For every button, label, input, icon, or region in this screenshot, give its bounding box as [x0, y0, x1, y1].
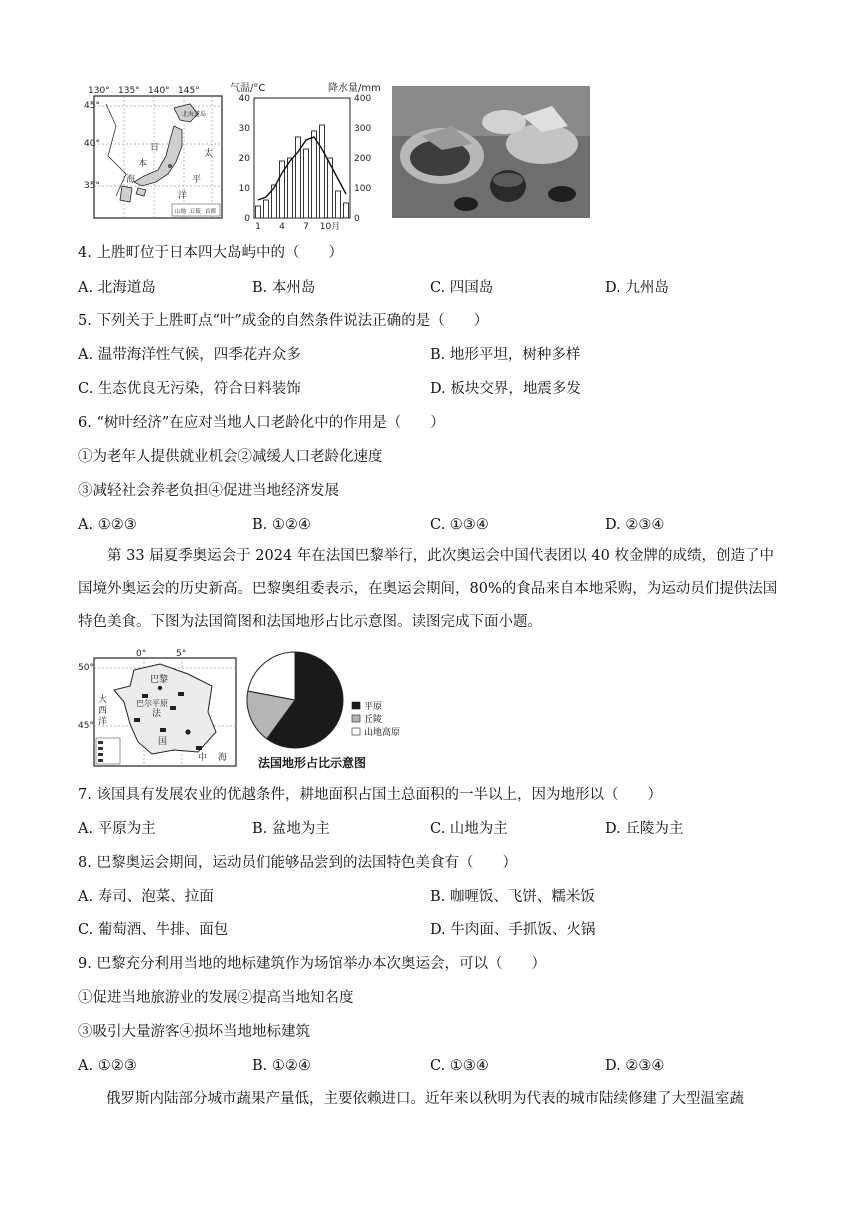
precip-bar — [256, 206, 261, 218]
temp-tick-label: 30 — [238, 124, 250, 134]
q6-statements-2: ③减轻社会养老负担④促进当地经济发展 — [78, 483, 339, 499]
legend-label-hill: 丘陵 — [364, 715, 383, 725]
q9-option-d[interactable]: D. ②③④ — [605, 1058, 665, 1074]
japan-legend: 山地 — [175, 209, 187, 215]
france-map — [78, 650, 240, 770]
japan-lon-tick: 140° — [148, 86, 170, 96]
france-label: 国 — [158, 737, 168, 747]
japan-label: 海 — [126, 175, 136, 185]
legend-swatch-hill — [352, 715, 360, 722]
japan-label: 洋 — [178, 191, 188, 201]
japan-lon-tick: 135° — [118, 86, 140, 96]
q7-option-b[interactable]: B. 盆地为主 — [252, 821, 330, 837]
terrain-pie-chart — [240, 650, 420, 750]
q4-stem: 4. 上胜町位于日本四大岛屿中的（ ） — [78, 245, 343, 261]
q4-option-a[interactable]: A. 北海道岛 — [78, 280, 156, 296]
france-lat-tick: 50° — [78, 663, 94, 673]
q5-option-c[interactable]: C. 生态优良无污染，符合日料装饰 — [78, 381, 301, 397]
climate-chart — [228, 80, 388, 230]
japan-lon-tick: 145° — [178, 86, 200, 96]
month-tick-label: 10月 — [319, 222, 341, 232]
precip-bar — [344, 203, 349, 218]
q8-option-b[interactable]: B. 咖喱饭、飞饼、糯米饭 — [430, 889, 595, 905]
q6-option-a[interactable]: A. ①②③ — [78, 517, 137, 533]
japan-lat-tick: 40° — [84, 139, 100, 149]
france-lon-tick: 5° — [176, 649, 187, 659]
month-tick-label: 4 — [279, 222, 285, 232]
japan-map — [86, 86, 228, 222]
japan-lat-tick: 35° — [84, 181, 100, 191]
q5-option-a[interactable]: A. 温带海洋性气候，四季花卉众多 — [78, 347, 301, 363]
france-label: 洋 — [98, 717, 108, 727]
france-lon-tick: 0° — [136, 649, 147, 659]
japan-label: 日 — [150, 143, 160, 153]
france-label: 巴黎 — [150, 675, 169, 685]
legend-label-mountain: 山地高原 — [364, 728, 401, 738]
precip-tick-label: 200 — [354, 154, 372, 164]
japan-label: 平 — [192, 175, 202, 185]
q5-stem: 5. 下列关于上胜町点“叶”成金的自然条件说法正确的是（ ） — [78, 313, 489, 329]
q6-option-d[interactable]: D. ②③④ — [605, 517, 665, 533]
temp-axis-label: 气温/°C — [230, 83, 266, 94]
q8-option-d[interactable]: D. 牛肉面、手抓饭、火锅 — [430, 922, 596, 938]
precip-bar — [288, 158, 293, 218]
precip-axis-label: 降水量/mm — [328, 83, 381, 94]
temp-tick-label: 0 — [244, 214, 250, 224]
pie-legend — [352, 701, 400, 738]
precip-bar — [312, 131, 317, 218]
q5-option-b[interactable]: B. 地形平坦，树种多样 — [430, 347, 581, 363]
q9-statements-1: ①促进当地旅游业的发展②提高当地知名度 — [78, 990, 354, 1006]
france-lat-tick: 45° — [78, 721, 94, 731]
food-photo — [392, 86, 590, 218]
france-label: 中 — [198, 753, 208, 763]
month-tick-label: 7 — [303, 222, 309, 232]
q6-stem: 6. “树叶经济”在应对当地人口老龄化中的作用是（ ） — [78, 415, 445, 431]
japan-label: 太 — [204, 149, 214, 159]
pie-title: 法国地形占比示意图 — [258, 756, 367, 770]
precip-bar — [264, 200, 269, 218]
q9-option-a[interactable]: A. ①②③ — [78, 1058, 137, 1074]
france-label: 巴尔平原 — [136, 699, 168, 708]
q5-option-d[interactable]: D. 板块交界，地震多发 — [430, 381, 581, 397]
passage-paris-olympics: 第 33 届夏季奥运会于 2024 年在法国巴黎举行，此次奥运会中国代表团以 40 枚金牌的成绩，创造了中国境外奥运会的历史新高。巴黎奥组委表示，在奥运会期间，80%的食品来自本地采购，为运动员们提供法国特色美食。下图为法国简图和法国地形占比示意图。读图完成下面小题。 — [78, 548, 778, 630]
q7-option-d[interactable]: D. 丘陵为主 — [605, 821, 684, 837]
france-label: 西 — [98, 706, 108, 716]
q9-option-c[interactable]: C. ①③④ — [430, 1058, 489, 1074]
japan-lon-tick: 130° — [88, 86, 110, 96]
precip-tick-label: 400 — [354, 94, 372, 104]
precip-tick-label: 0 — [354, 214, 360, 224]
q9-stem: 9. 巴黎充分利用当地的地标建筑作为场馆举办本次奥运会，可以（ ） — [78, 956, 546, 972]
temp-tick-label: 40 — [238, 94, 250, 104]
precip-bar — [304, 149, 309, 218]
japan-label: 本 — [138, 159, 148, 169]
q7-option-a[interactable]: A. 平原为主 — [78, 821, 156, 837]
france-label: 法 — [152, 709, 162, 719]
legend-swatch-mountain — [352, 728, 360, 735]
q4-option-b[interactable]: B. 本州岛 — [252, 280, 316, 296]
passage-russia: 俄罗斯内陆部分城市蔬果产量低，主要依赖进口。近年来以秋明为代表的城市陆续修建了大型温室蔬 — [106, 1091, 744, 1107]
q7-option-c[interactable]: C. 山地为主 — [430, 821, 508, 837]
q4-option-c[interactable]: C. 四国岛 — [430, 280, 494, 296]
q6-option-c[interactable]: C. ①③④ — [430, 517, 489, 533]
temp-tick-label: 10 — [238, 184, 250, 194]
precip-tick-label: 100 — [354, 184, 372, 194]
japan-label: 北海道岛 — [182, 111, 207, 118]
q6-option-b[interactable]: B. ①②④ — [252, 517, 311, 533]
pie-slice-2 — [248, 652, 295, 700]
france-label: 海 — [218, 753, 228, 763]
q9-statements-2: ③吸引大量游客④损坏当地地标建筑 — [78, 1024, 310, 1040]
japan-legend: 丘陵 — [190, 209, 202, 215]
temp-tick-label: 20 — [238, 154, 250, 164]
q8-option-a[interactable]: A. 寿司、泡菜、拉面 — [78, 889, 214, 905]
legend-swatch-plain — [352, 702, 360, 709]
japan-lat-tick: 45° — [84, 101, 100, 111]
japan-legend: 首都 — [205, 209, 217, 215]
q7-stem: 7. 该国具有发展农业的优越条件，耕地面积占国土总面积的一半以上，因为地形以（ ） — [78, 787, 662, 803]
precip-tick-label: 300 — [354, 124, 372, 134]
precip-bar — [336, 191, 341, 218]
legend-label-plain: 平原 — [364, 702, 383, 712]
q8-stem: 8. 巴黎奥运会期间，运动员们能够品尝到的法国特色美食有（ ） — [78, 855, 517, 871]
q6-statements-1: ①为老年人提供就业机会②减缓人口老龄化速度 — [78, 449, 383, 465]
france-label: 大 — [98, 695, 108, 705]
q4-option-d[interactable]: D. 九州岛 — [605, 280, 669, 296]
q9-option-b[interactable]: B. ①②④ — [252, 1058, 311, 1074]
q8-option-c[interactable]: C. 葡萄酒、牛排、面包 — [78, 922, 229, 938]
month-tick-label: 1 — [255, 222, 261, 232]
precip-bar — [320, 125, 325, 218]
